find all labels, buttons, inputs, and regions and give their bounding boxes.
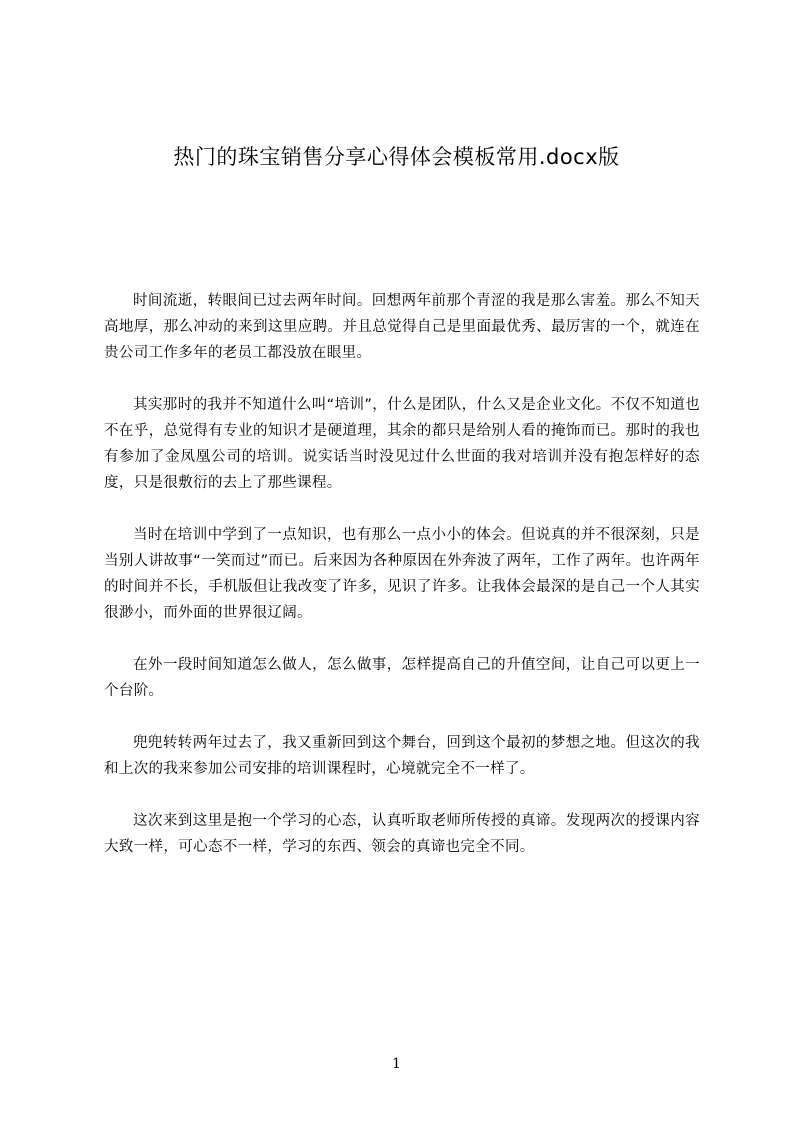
paragraph-5: 兜兜转转两年过去了，我又重新回到这个舞台，回到这个最初的梦想之地。但这次的我和上次的我来参加公司安排的培训课程时，心境就完全不一样了。	[104, 735, 700, 777]
paragraph-4: 在外一段时间知道怎么做人，怎么做事，怎样提高自己的升值空间，让自己可以更上一个台阶。	[104, 657, 700, 699]
paragraph-1: 时间流逝，转眼间已过去两年时间。回想两年前那个青涩的我是那么害羞。那么不知天高地厚，那么冲动的来到这里应聘。并且总觉得自己是里面最优秀、最厉害的一个，就连在贵公司工作多年的老员工都没放在眼里。	[104, 293, 700, 361]
paragraph-6: 这次来到这里是抱一个学习的心态，认真听取老师所传授的真谛。发现两次的授课内容大致一样，可心态不一样，学习的东西、领会的真谛也完全不同。	[104, 813, 700, 855]
document-title: 热门的珠宝销售分享心得体会模板常用.docx版	[173, 145, 620, 169]
paragraph-2: 其实那时的我并不知道什么叫“培训”，什么是团队，什么又是企业文化。不仅不知道也不在乎，总觉得有专业的知识才是硬道理，其余的都只是给别人看的掩饰而已。那时的我也有参加了金凤凰公司的培训。说实话当时没见过什么世面的我对培训并没有抱怎样好的态度，只是很敷衍的去上了那些课程。	[104, 397, 700, 491]
page-number: 1	[392, 1056, 401, 1072]
paragraph-3: 当时在培训中学到了一点知识，也有那么一点小小的体会。但说真的并不很深刻，只是当别人讲故事“一笑而过”而已。后来因为各种原因在外奔波了两年，工作了两年。也许两年的时间并不长，手机版但让我改变了许多，见识了许多。让我体会最深的是自己一个人其实很渺小，而外面的世界很辽阔。	[104, 527, 700, 621]
document-body	[104, 288, 700, 886]
